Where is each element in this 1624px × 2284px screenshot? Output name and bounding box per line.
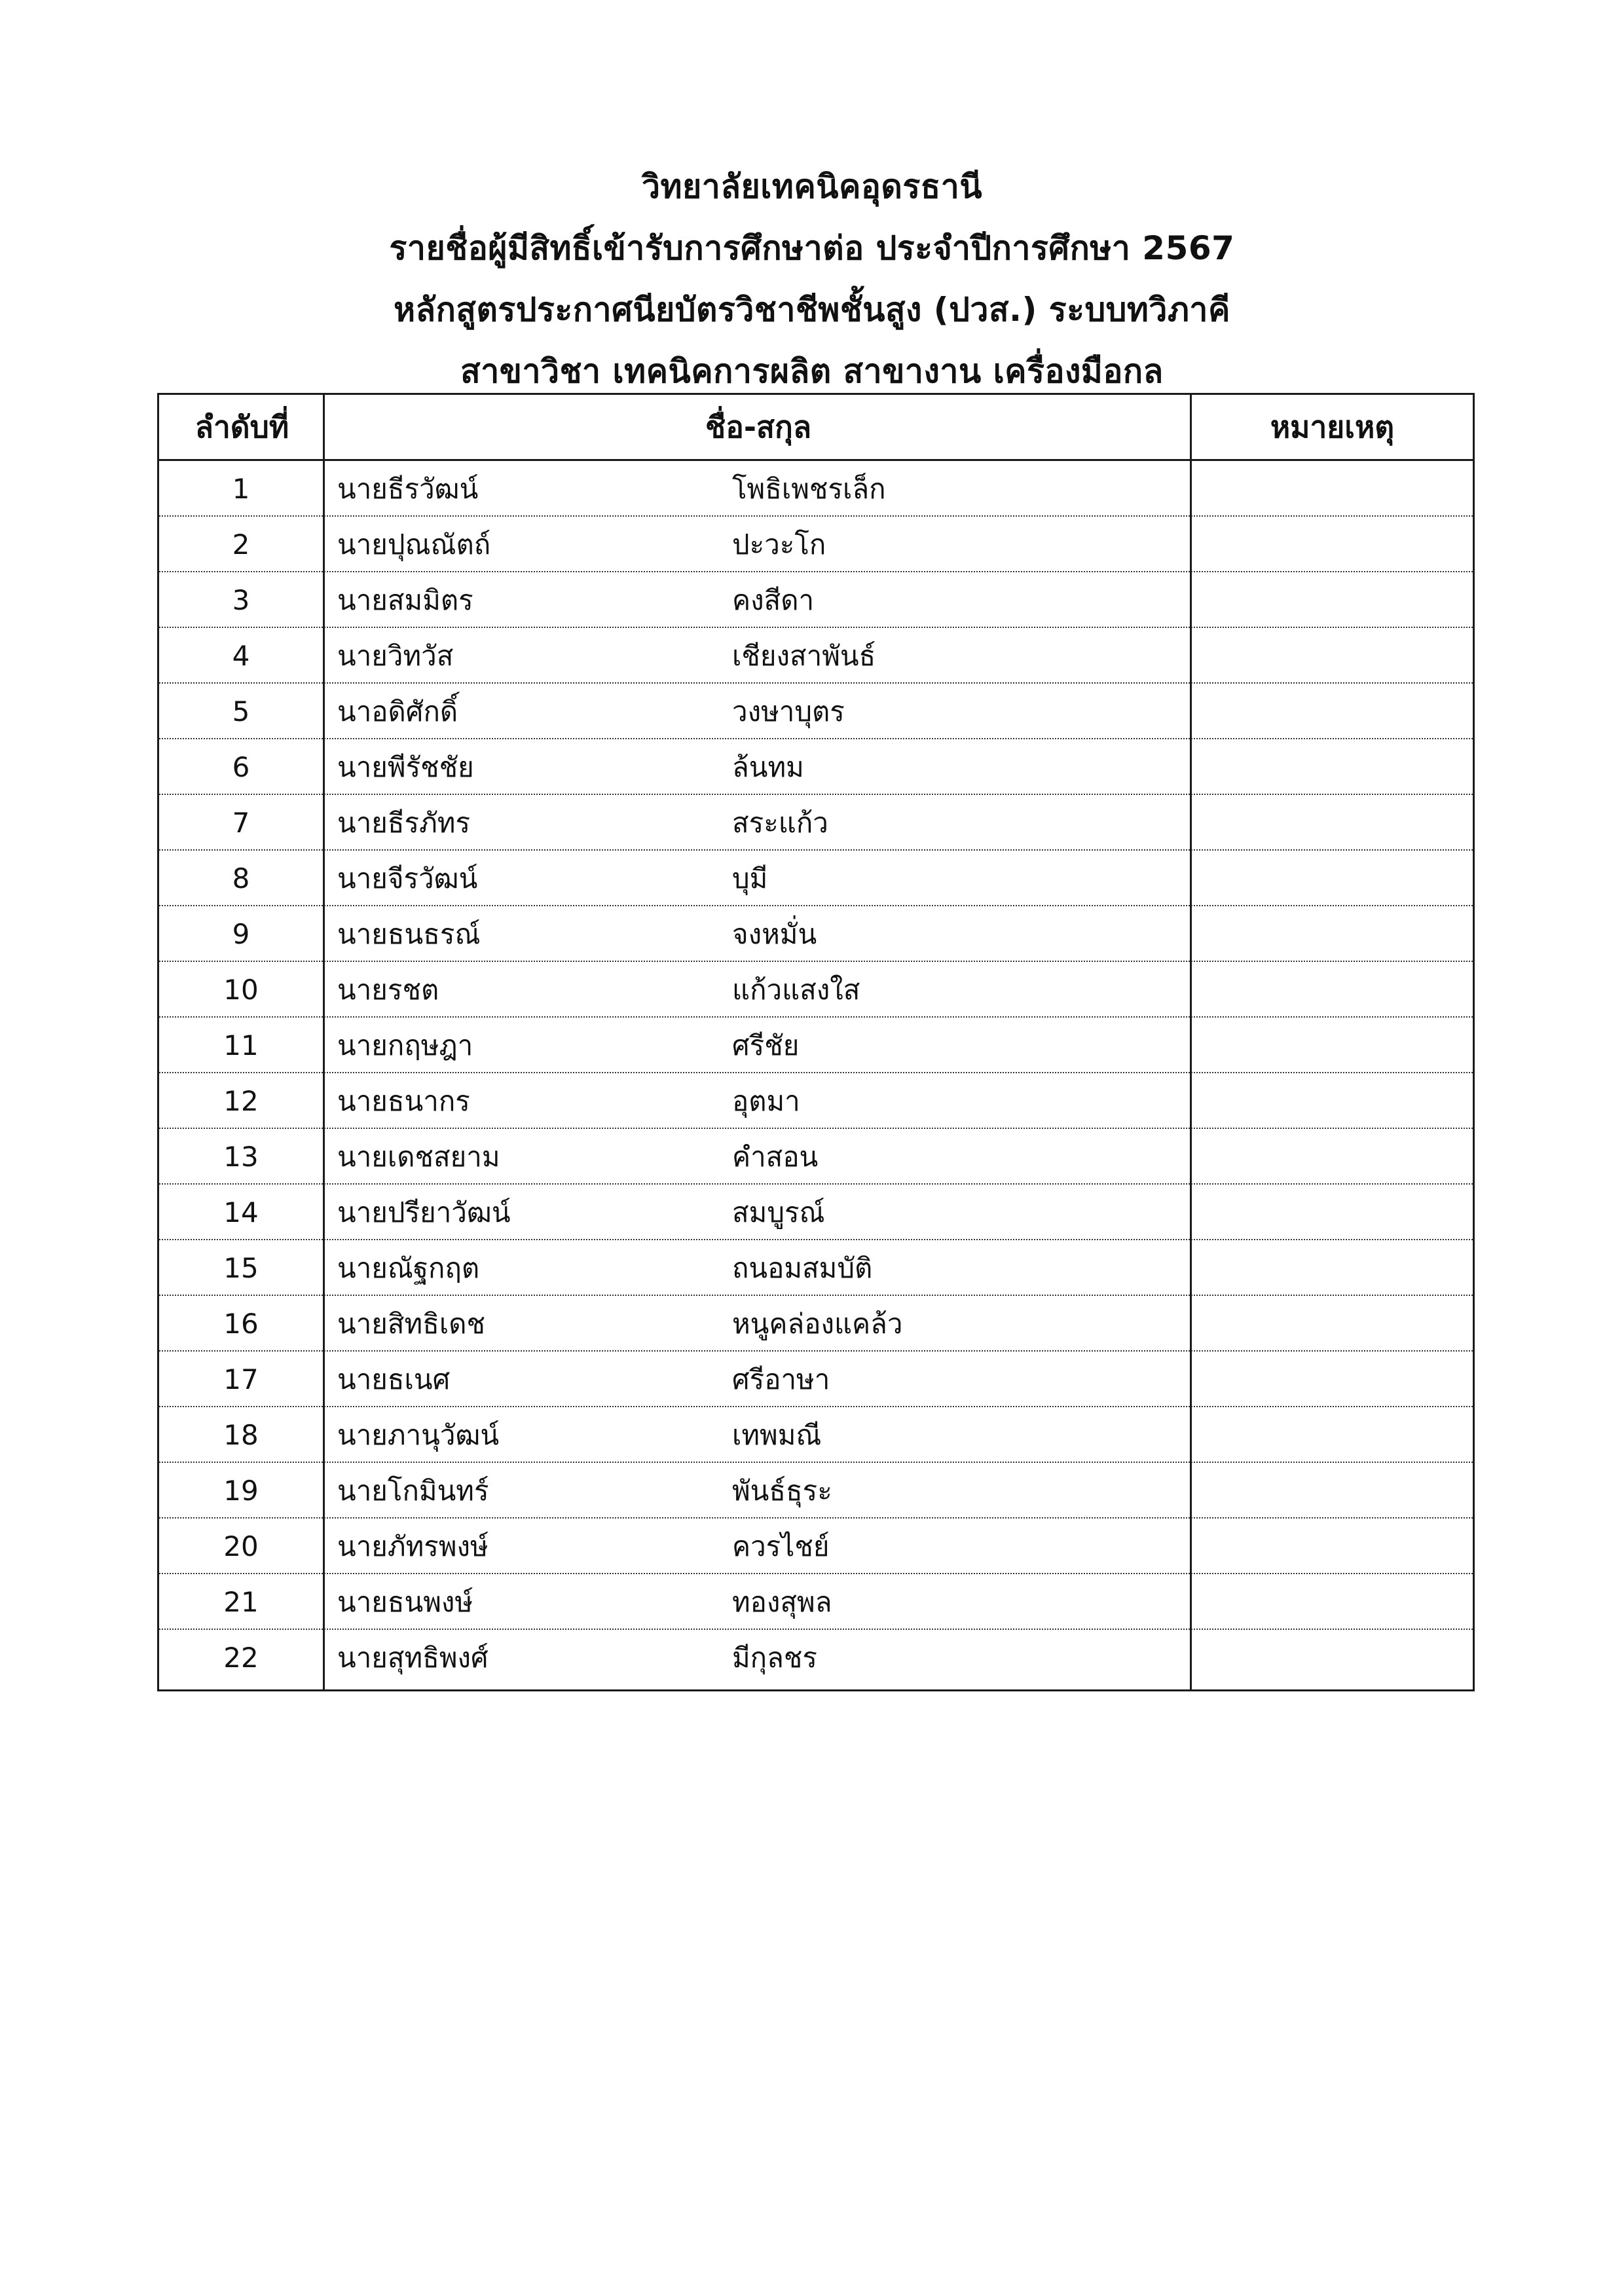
row-last-name: มีกุลชร [732, 1642, 817, 1674]
row-remark [1192, 739, 1473, 795]
row-remark [1192, 572, 1473, 628]
row-order-number: 6 [232, 751, 250, 783]
program-title: หลักสูตรประกาศนียบัตรวิชาชีพชั้นสูง (ปวส.) ระบบทวิภาคี [394, 291, 1230, 329]
row-order-number: 15 [223, 1252, 259, 1284]
table-row [159, 1296, 1473, 1352]
table-body [159, 461, 1473, 1685]
table-row [159, 1574, 1473, 1630]
table-row [159, 461, 1473, 517]
row-order-number: 11 [223, 1029, 259, 1061]
table-row [159, 1352, 1473, 1407]
row-order-number: 17 [223, 1363, 259, 1395]
major-title: สาขาวิชา เทคนิคการผลิต สาขางาน เครื่องมือกล [460, 352, 1164, 390]
table-row [159, 1073, 1473, 1129]
row-remark [1192, 628, 1473, 684]
row-first-name: นายปุณณัตถ์ [337, 528, 491, 561]
row-order-number: 20 [223, 1530, 259, 1562]
row-first-name: นายสุทธิพงศ์ [337, 1642, 489, 1674]
row-first-name: นายปรียาวัฒน์ [337, 1196, 511, 1228]
row-last-name: บุมี [732, 862, 768, 894]
row-first-name: นายพีรัชชัย [337, 751, 474, 783]
row-last-name: ควรไชย์ [732, 1530, 830, 1562]
table-row [159, 684, 1473, 739]
row-remark [1192, 1407, 1473, 1463]
row-first-name: นายเดชสยาม [337, 1141, 500, 1173]
row-last-name: เทพมณี [732, 1419, 822, 1451]
table-row [159, 851, 1473, 906]
row-remark [1192, 1185, 1473, 1240]
row-order-number: 21 [223, 1586, 259, 1618]
row-first-name: นายธนากร [337, 1085, 470, 1117]
column-header-order: ลำดับที่ [194, 409, 289, 445]
row-order-number: 19 [223, 1475, 259, 1507]
table-header-row [159, 395, 1473, 461]
row-first-name: นายโกมินทร์ [337, 1475, 489, 1507]
table-row [159, 517, 1473, 572]
table-row [159, 1018, 1473, 1073]
row-first-name: นายธนพงษ์ [337, 1586, 473, 1618]
row-last-name: คงสีดา [732, 584, 815, 616]
row-order-number: 3 [232, 584, 250, 616]
table-row [159, 1185, 1473, 1240]
table-row [159, 1407, 1473, 1463]
row-first-name: นายจีรวัฒน์ [337, 862, 478, 894]
table-row [159, 1240, 1473, 1296]
row-first-name: นายธีรวัฒน์ [337, 473, 479, 505]
table-row [159, 572, 1473, 628]
row-last-name: อุตมา [732, 1085, 800, 1117]
table-row [159, 1463, 1473, 1519]
row-remark [1192, 1519, 1473, 1574]
row-first-name: นาอดิศักดิ์ [337, 695, 458, 728]
row-remark [1192, 906, 1473, 962]
row-first-name: นายวิทวัส [337, 640, 454, 672]
row-last-name: ล้นทม [732, 751, 804, 783]
row-order-number: 2 [232, 528, 250, 561]
row-remark [1192, 851, 1473, 906]
row-order-number: 1 [232, 473, 250, 505]
row-first-name: นายธเนศ [337, 1363, 451, 1395]
row-order-number: 4 [232, 640, 250, 672]
row-last-name: ศรีชัย [732, 1029, 800, 1061]
row-first-name: นายธนธรณ์ [337, 918, 481, 950]
row-remark [1192, 684, 1473, 739]
row-order-number: 5 [232, 695, 250, 728]
row-first-name: นายสิทธิเดช [337, 1308, 485, 1340]
row-remark [1192, 1352, 1473, 1407]
row-order-number: 9 [232, 918, 250, 950]
row-remark [1192, 1018, 1473, 1073]
row-last-name: จงหมั่น [732, 918, 817, 950]
row-remark [1192, 1073, 1473, 1129]
row-order-number: 12 [223, 1085, 259, 1117]
row-remark [1192, 1296, 1473, 1352]
student-list-table [157, 393, 1475, 1691]
row-first-name: นายกฤษฎา [337, 1029, 473, 1061]
row-remark [1192, 1574, 1473, 1630]
institution-title: วิทยาลัยเทคนิคอุดรธานี [641, 168, 983, 206]
row-last-name: คำสอน [732, 1141, 819, 1173]
row-first-name: นายณัฐกฤต [337, 1252, 480, 1284]
table-row [159, 795, 1473, 851]
document-subject: รายชื่อผู้มีสิทธิ์เข้ารับการศึกษาต่อ ประจำปีการศึกษา 2567 [389, 229, 1235, 267]
table-row [159, 1129, 1473, 1185]
row-last-name: ศรีอาษา [732, 1363, 830, 1395]
row-last-name: สระแก้ว [732, 807, 828, 839]
table-row [159, 739, 1473, 795]
row-last-name: เชียงสาพันธ์ [732, 640, 876, 672]
row-last-name: ปะวะโก [732, 528, 826, 561]
row-last-name: ทองสุพล [732, 1586, 832, 1618]
row-first-name: นายธีรภัทร [337, 807, 471, 839]
row-remark [1192, 1463, 1473, 1519]
table-row [159, 906, 1473, 962]
row-remark [1192, 1129, 1473, 1185]
row-remark [1192, 517, 1473, 572]
table-row [159, 962, 1473, 1018]
column-header-remark: หมายเหตุ [1270, 409, 1395, 445]
row-remark [1192, 795, 1473, 851]
row-last-name: พันธ์ธุระ [732, 1475, 832, 1507]
document-header [0, 156, 1624, 402]
row-order-number: 14 [223, 1196, 259, 1228]
column-header-name: ชื่อ-สกุล [705, 409, 812, 445]
row-order-number: 22 [223, 1642, 259, 1674]
row-first-name: นายรชต [337, 974, 439, 1006]
row-order-number: 8 [232, 862, 250, 894]
row-last-name: แก้วแสงใส [732, 974, 860, 1006]
row-last-name: หนูคล่องแคล้ว [732, 1308, 903, 1340]
row-last-name: โพธิเพชรเล็ก [732, 473, 886, 505]
row-first-name: นายภัทรพงษ์ [337, 1530, 489, 1562]
table-row [159, 1519, 1473, 1574]
row-order-number: 16 [223, 1308, 259, 1340]
table-row [159, 1630, 1473, 1685]
row-last-name: สมบูรณ์ [732, 1196, 825, 1228]
row-remark [1192, 1240, 1473, 1296]
table-row [159, 628, 1473, 684]
row-order-number: 10 [223, 974, 259, 1006]
row-last-name: ถนอมสมบัติ [732, 1252, 873, 1284]
row-first-name: นายสมมิตร [337, 584, 473, 616]
row-first-name: นายภานุวัฒน์ [337, 1419, 500, 1451]
row-order-number: 13 [223, 1141, 259, 1173]
row-remark [1192, 1630, 1473, 1685]
row-remark [1192, 962, 1473, 1018]
row-order-number: 7 [232, 807, 250, 839]
row-order-number: 18 [223, 1419, 259, 1451]
row-last-name: วงษาบุตร [732, 695, 845, 728]
row-remark [1192, 461, 1473, 517]
